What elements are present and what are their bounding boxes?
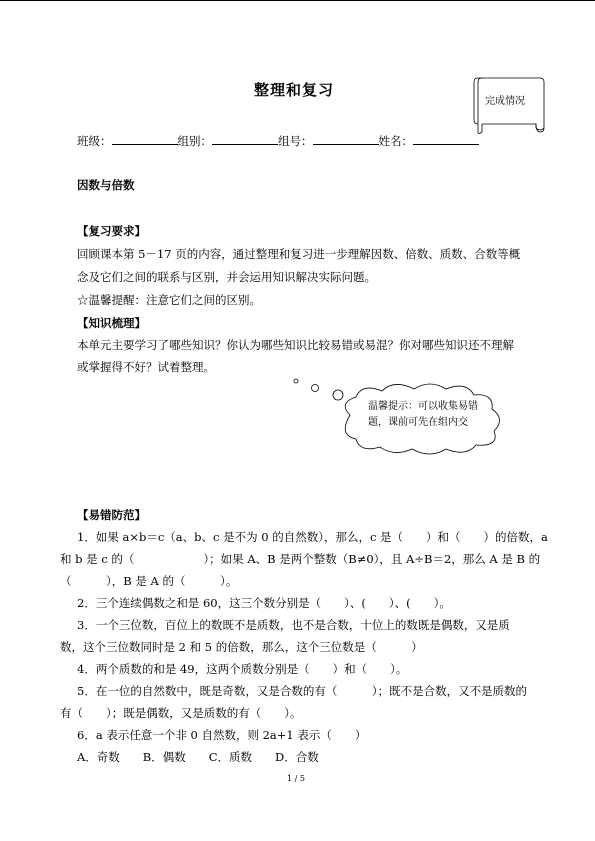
knowledge-heading: 【知识梳理】	[77, 316, 146, 330]
name-blank[interactable]	[413, 133, 479, 145]
question-2: 2．三个连续偶数之和是 60，这三个数分别是（ ）、( ）、( ）。	[77, 596, 451, 610]
page-number: 1 / 5	[287, 774, 305, 783]
question-5-line-2: 有（ ）；既是偶数，又是质数的有（ ）。	[60, 706, 302, 720]
name-label: 姓名：	[378, 134, 413, 148]
cloud-tip-line-1: 温馨提示：可以收集易错	[368, 401, 478, 412]
question-1-line-1: 1．如果 a×b＝c（a、b、c 是不为 0 的自然数），那么，c 是（ ）和（ ）的倍数，a	[77, 530, 548, 544]
errors-heading: 【易错防范】	[77, 508, 146, 522]
top-border-line	[0, 0, 595, 1]
completion-badge: 完成情况	[485, 96, 525, 107]
class-label: 班级：	[77, 134, 112, 148]
group-blank[interactable]	[212, 133, 278, 145]
group-label: 组别：	[177, 134, 212, 148]
question-3-line-2: 数，这个三位数同时是 2 和 5 的倍数，那么，这个三位数是（ ）	[60, 640, 423, 654]
question-4: 4．两个质数的和是 49，这两个质数分别是（ ）和（ ）。	[77, 662, 408, 676]
question-6: 6．a 表示任意一个非 0 自然数，则 2a+1 表示（ ）	[77, 728, 367, 742]
question-5-line-1: 5．在一位的自然数中，既是奇数，又是合数的有（ ）；既不是合数，又不是质数的	[77, 684, 528, 698]
question-1-line-3: （ ），B 是 A 的（ ）。	[60, 574, 238, 588]
review-line-1: 回顾课本第 5－17 页的内容，通过整理和复习进一步理解因数、倍数、质数、合数等概	[77, 247, 521, 261]
class-blank[interactable]	[112, 133, 178, 145]
question-3-line-1: 3．一个三位数，百位上的数既不是质数，也不是合数，十位上的数既是偶数，又是质	[77, 618, 510, 632]
review-heading: 【复习要求】	[77, 224, 146, 238]
page-title: 整理和复习	[254, 81, 335, 99]
info-line	[77, 133, 479, 148]
thought-cloud-shape	[290, 375, 540, 455]
review-reminder: ☆温馨提醒：注意它们之间的区别。	[77, 293, 261, 307]
group-no-blank[interactable]	[313, 133, 379, 145]
question-1-line-2: 和 b 是 c 的（ ）；如果 A、B 是两个整数（B≠0），且 A÷B＝2，那么 A 是 B 的	[60, 552, 541, 566]
question-6-options: A．奇数 B．偶数 C．质数 D．合数	[77, 750, 319, 764]
section-title: 因数与倍数	[77, 178, 135, 192]
knowledge-line-1: 本单元主要学习了哪些知识？你认为哪些知识比较易错或易混？你对哪些知识还不理解	[77, 338, 514, 352]
group-no-label: 组号：	[278, 134, 313, 148]
review-line-2: 念及它们之间的联系与区别，并会运用知识解决实际问题。	[77, 270, 376, 284]
cloud-tip-line-2: 题，课前可先在组内交	[368, 417, 468, 428]
knowledge-line-2: 或掌握得不好？试着整理。	[77, 360, 215, 374]
